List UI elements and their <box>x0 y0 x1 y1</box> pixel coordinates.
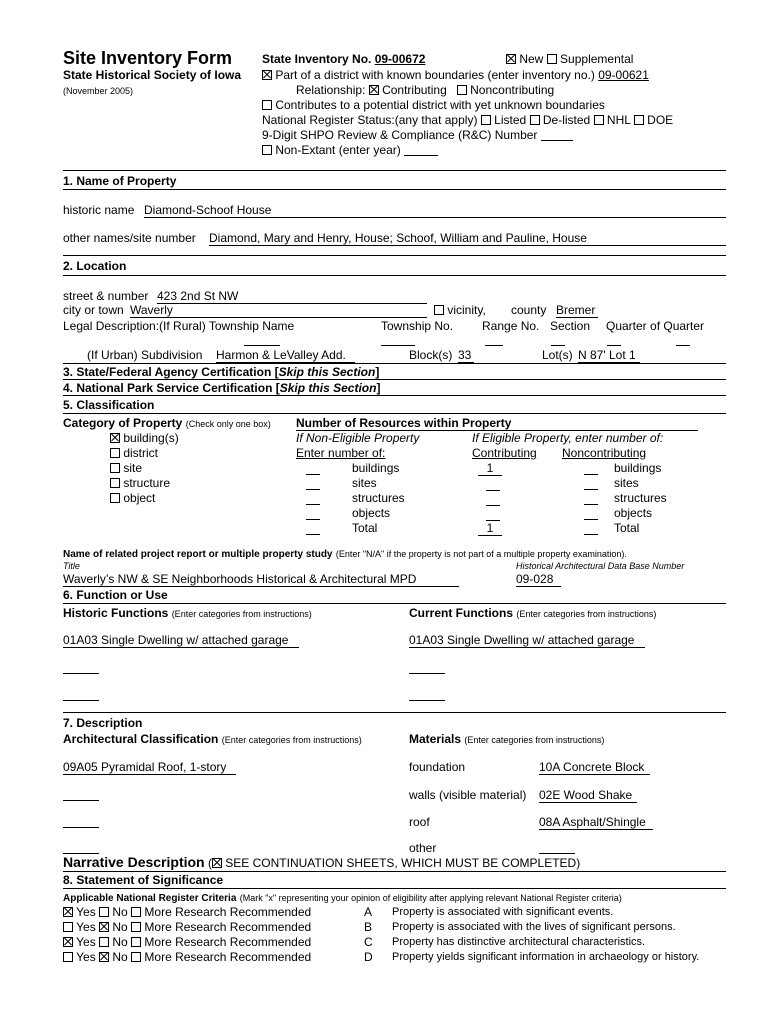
noncontributing-objects-field[interactable] <box>584 519 598 520</box>
potential-district-checkbox[interactable] <box>262 100 272 110</box>
non-extant-label: Non-Extant (enter year) <box>275 143 401 157</box>
section-3-label: 3. State/Federal Agency Certification [ <box>63 365 279 379</box>
street-label: street & number <box>63 289 149 303</box>
category-building[interactable] <box>110 431 179 445</box>
form-date: (November 2005) <box>63 86 134 96</box>
section-8-heading: 8. Statement of Significance <box>63 873 224 887</box>
shpo-field[interactable] <box>541 129 573 141</box>
divider <box>63 275 726 276</box>
other-material-label: other <box>409 841 437 855</box>
no-label: No <box>112 905 128 919</box>
nr-status-label: National Register Status:(any that apply) <box>262 113 478 127</box>
row-label-total: Total <box>352 521 378 535</box>
object-checkbox[interactable] <box>110 493 120 503</box>
lots-field[interactable]: N 87' Lot 1 <box>578 348 640 363</box>
delisted-label: De-listed <box>542 113 591 127</box>
narrative-label: Narrative Description <box>63 854 205 870</box>
yes-label: Yes <box>76 905 96 919</box>
section-5-heading: 5. Classification <box>63 398 155 412</box>
criteria-row-c <box>63 935 311 949</box>
criteria-a-no-checkbox[interactable] <box>99 907 109 917</box>
criteria-a-text: Property is associated with significant events. <box>392 906 614 918</box>
foundation-label: foundation <box>409 760 466 774</box>
row-label-objects-right: objects <box>614 506 653 520</box>
foundation-field[interactable]: 10A Concrete Block <box>539 760 650 775</box>
historic-name-field[interactable]: Diamond-Schoof House <box>144 203 726 218</box>
materials-heading <box>409 732 604 747</box>
divider <box>63 712 726 713</box>
category-site[interactable] <box>110 461 142 475</box>
section-2-heading: 2. Location <box>63 259 127 273</box>
criteria-d-text: Property yields significant information in archaeology or history. <box>392 951 700 963</box>
noncontributing-checkbox[interactable] <box>457 85 467 95</box>
structure-label: structure <box>123 476 171 490</box>
section-1-heading: 1. Name of Property <box>63 174 177 188</box>
lots-label: Lot(s) <box>542 348 573 362</box>
criteria-b-no-checkbox[interactable] <box>99 922 109 932</box>
divider <box>63 170 726 171</box>
arch-classification-1-field[interactable]: 09A05 Pyramidal Roof, 1-story <box>63 760 236 775</box>
current-function-2-field[interactable] <box>409 673 445 674</box>
non-eligible-structures-field[interactable] <box>306 504 320 505</box>
subdivision-label: (If Urban) Subdivision <box>87 348 203 362</box>
hadb-label: Historical Architectural Data Base Number <box>516 561 685 571</box>
arch-classification-label: Architectural Classification <box>63 732 219 746</box>
doe-label: DOE <box>647 113 674 127</box>
supplemental-label: Supplemental <box>560 52 634 66</box>
divider <box>63 603 726 604</box>
city-field[interactable]: Waverly <box>130 303 427 318</box>
district-row <box>262 68 649 82</box>
non-eligible-total-field[interactable] <box>306 534 320 535</box>
criteria-d-yes-checkbox[interactable] <box>63 952 73 962</box>
district-checkbox[interactable] <box>110 448 120 458</box>
potential-district-row <box>262 98 605 112</box>
district-label: Part of a district with known boundaries (enter inventory no.) <box>275 68 595 82</box>
listed-label: Listed <box>494 113 527 127</box>
nhl-label: NHL <box>606 113 631 127</box>
category-heading <box>63 416 271 431</box>
section-3-heading <box>63 365 379 379</box>
criteria-heading <box>63 890 622 906</box>
inventory-label: State Inventory No. <box>262 52 372 66</box>
historic-name-label: historic name <box>63 203 135 217</box>
street-field[interactable]: 423 2nd St NW <box>157 289 427 304</box>
materials-note: (Enter categories from instructions) <box>464 735 605 745</box>
related-study-note: (Enter "N/A" if the property is not part of a multiple property examination). <box>335 549 627 559</box>
yes-label: Yes <box>76 920 96 934</box>
walls-label: walls (visible material) <box>409 788 527 802</box>
criteria-b-more-checkbox[interactable] <box>131 922 141 932</box>
category-note: (Check only one box) <box>185 419 271 429</box>
noncontributing-sites-field[interactable] <box>584 489 598 490</box>
yes-label: Yes <box>76 950 96 964</box>
doe-checkbox[interactable] <box>634 115 644 125</box>
more-research-label: More Research Recommended <box>144 935 312 949</box>
blocks-field[interactable]: 33 <box>458 348 474 363</box>
new-checkbox[interactable] <box>506 54 516 64</box>
criteria-c-letter: C <box>364 935 373 949</box>
contributing-col-label: Contributing <box>472 446 537 460</box>
section-6-heading: 6. Function or Use <box>63 588 168 602</box>
inventory-number[interactable]: 09-00672 <box>374 52 426 66</box>
title-label: Title <box>63 561 80 571</box>
historic-function-1-field[interactable]: 01A03 Single Dwelling w/ attached garage <box>63 633 299 648</box>
row-label-sites: sites <box>352 476 377 490</box>
contributing-structures-field[interactable] <box>486 491 500 506</box>
site-label: site <box>123 461 143 475</box>
non-extant-year-field[interactable] <box>404 144 438 156</box>
divider <box>63 189 726 190</box>
non-eligible-objects-field[interactable] <box>306 519 320 520</box>
arch-classification-3-field[interactable] <box>63 827 99 828</box>
shpo-row <box>262 128 573 142</box>
no-label: No <box>112 950 128 964</box>
criteria-b-letter: B <box>364 920 373 934</box>
divider <box>63 363 726 364</box>
resources-heading: Number of Resources within Property <box>296 416 512 430</box>
related-title-field[interactable]: Waverly’s NW & SE Neighborhoods Historical & Architectural MPD <box>63 572 459 587</box>
arch-classification-heading <box>63 732 362 747</box>
non-eligible-label: If Non-Eligible Property <box>296 431 420 445</box>
row-label-sites-right: sites <box>614 476 639 490</box>
category-label: Category of Property <box>63 416 183 430</box>
contributing-label: Contributing <box>382 83 447 97</box>
district-number[interactable]: 09-00621 <box>598 68 649 82</box>
current-functions-note: (Enter categories from instructions) <box>516 609 657 619</box>
category-object[interactable] <box>110 491 155 505</box>
criteria-note: (Mark "x" representing your opinion of eligibility after applying relevant National Register criteria) <box>239 893 622 903</box>
yes-label: Yes <box>76 935 96 949</box>
noncontributing-buildings-field[interactable] <box>584 474 598 475</box>
potential-district-label: Contributes to a potential district with yet unknown boundaries <box>275 98 605 112</box>
contributing-checkbox[interactable] <box>369 85 379 95</box>
relationship-row <box>296 83 554 97</box>
arch-classification-2-field[interactable] <box>63 800 99 801</box>
other-material-field[interactable] <box>539 853 575 854</box>
form-title: Site Inventory Form <box>63 48 233 68</box>
org-name: State Historical Society of Iowa <box>63 68 242 82</box>
nr-status-row <box>262 113 673 127</box>
criteria-c-no-checkbox[interactable] <box>99 937 109 947</box>
more-research-label: More Research Recommended <box>144 950 312 964</box>
current-functions-label: Current Functions <box>409 606 513 620</box>
divider <box>63 888 726 889</box>
section-4-label: 4. National Park Service Certification [ <box>63 381 280 395</box>
contributing-buildings-field[interactable]: 1 <box>478 461 502 476</box>
county-field[interactable]: Bremer <box>556 303 598 318</box>
criteria-d-more-checkbox[interactable] <box>131 952 141 962</box>
walls-field[interactable]: 02E Wood Shake <box>539 788 637 803</box>
supplemental-checkbox[interactable] <box>547 54 557 64</box>
listed-checkbox[interactable] <box>481 115 491 125</box>
row-label-objects: objects <box>352 506 391 520</box>
building-label: building(s) <box>123 431 179 445</box>
hadb-number-field[interactable]: 09-028 <box>516 572 561 587</box>
legal-description-label: Legal Description:(If Rural) Township Name <box>63 319 295 333</box>
criteria-d-no-checkbox[interactable] <box>99 952 109 962</box>
criteria-c-yes-checkbox[interactable] <box>63 937 73 947</box>
contributing-sites-field[interactable] <box>486 476 500 491</box>
category-structure[interactable] <box>110 476 170 490</box>
noncontributing-label: Noncontributing <box>470 83 555 97</box>
enter-number-label: Enter number of: <box>296 446 386 460</box>
criteria-row-d <box>63 950 311 964</box>
historic-function-3-field[interactable] <box>63 700 99 701</box>
township-name-field[interactable] <box>244 345 280 346</box>
district-label: district <box>123 446 159 460</box>
noncontributing-total-field[interactable] <box>584 534 598 535</box>
quarter-of-quarter-field[interactable] <box>676 345 690 346</box>
other-names-label: other names/site number <box>63 231 196 245</box>
vicinity-checkbox[interactable] <box>434 305 444 315</box>
criteria-c-text: Property has distinctive architectural characteristics. <box>392 936 646 948</box>
vicinity-row <box>434 303 486 317</box>
contributing-objects-field[interactable] <box>486 506 500 521</box>
no-label: No <box>112 935 128 949</box>
criteria-row-b <box>63 920 311 934</box>
building-checkbox[interactable] <box>110 433 120 443</box>
district-checkbox[interactable] <box>262 70 272 80</box>
other-names-field[interactable]: Diamond, Mary and Henry, House; Schoof, William and Pauline, House <box>209 231 726 246</box>
divider <box>63 871 726 872</box>
section-field[interactable] <box>551 345 565 346</box>
range-no-label: Range No. <box>482 319 540 333</box>
row-label-total-right: Total <box>614 521 640 535</box>
criteria-b-text: Property is associated with the lives of significant persons. <box>392 921 676 933</box>
township-no-field[interactable] <box>381 345 415 346</box>
divider <box>63 395 726 396</box>
relationship-label: Relationship: <box>296 83 366 97</box>
section-3-end: ] <box>375 365 380 379</box>
non-eligible-buildings-field[interactable] <box>306 474 320 475</box>
section-4-skip: Skip this Section <box>279 381 377 395</box>
historic-function-2-field[interactable] <box>63 673 99 674</box>
non-eligible-sites-field[interactable] <box>306 489 320 490</box>
contributing-total-field[interactable]: 1 <box>478 521 502 536</box>
inventory-number-row <box>262 52 425 66</box>
row-label-buildings-right: buildings <box>614 461 662 475</box>
criteria-a-more-checkbox[interactable] <box>131 907 141 917</box>
current-function-1-field[interactable]: 01A03 Single Dwelling w/ attached garage <box>409 633 645 648</box>
roof-field[interactable]: 08A Asphalt/Shingle <box>539 815 653 830</box>
materials-label: Materials <box>409 732 462 746</box>
noncontributing-structures-field[interactable] <box>584 504 598 505</box>
row-label-structures: structures <box>352 491 405 505</box>
non-extant-checkbox[interactable] <box>262 145 272 155</box>
quarter-label: Quarter of Quarter <box>606 319 705 333</box>
criteria-c-more-checkbox[interactable] <box>131 937 141 947</box>
non-extant-row <box>262 143 438 157</box>
criteria-b-yes-checkbox[interactable] <box>63 922 73 932</box>
historic-functions-heading <box>63 606 312 621</box>
divider <box>63 255 726 256</box>
section-3-skip: Skip this Section <box>278 365 376 379</box>
site-checkbox[interactable] <box>110 463 120 473</box>
divider <box>63 379 726 380</box>
quarter-field[interactable] <box>607 345 621 346</box>
narrative-row: Narrative Description ( SEE CONTINUATION SHEETS, WHICH MUST BE COMPLETED) <box>63 854 581 870</box>
roof-label: roof <box>409 815 430 829</box>
row-label-buildings: buildings <box>352 461 400 475</box>
no-label: No <box>112 920 128 934</box>
noncontributing-col-label: Noncontributing <box>562 446 647 460</box>
historic-functions-note: (Enter categories from instructions) <box>171 609 312 619</box>
shpo-label: 9-Digit SHPO Review & Compliance (R&C) Number <box>262 128 538 142</box>
related-study-label: Name of related project report or multiple property study <box>63 549 333 560</box>
row-label-structures-right: structures <box>614 491 667 505</box>
divider <box>63 413 726 414</box>
vicinity-label: vicinity, <box>447 303 486 317</box>
section-4-end: ] <box>376 381 381 395</box>
more-research-label: More Research Recommended <box>144 905 312 919</box>
object-label: object <box>123 491 156 505</box>
new-option <box>506 52 633 66</box>
narrative-note: SEE CONTINUATION SHEETS, WHICH MUST BE COMPLETED) <box>225 856 581 870</box>
criteria-a-yes-checkbox[interactable] <box>63 907 73 917</box>
historic-functions-label: Historic Functions <box>63 606 169 620</box>
section-label: Section <box>550 319 591 333</box>
narrative-checkbox[interactable] <box>212 858 222 868</box>
new-label: New <box>519 52 544 66</box>
structure-checkbox[interactable] <box>110 478 120 488</box>
county-label: county <box>511 303 547 317</box>
current-function-3-field[interactable] <box>409 700 445 701</box>
range-no-field[interactable] <box>485 345 503 346</box>
criteria-label: Applicable National Register Criteria <box>63 893 237 904</box>
blocks-label: Block(s) <box>409 348 453 362</box>
township-no-label: Township No. <box>381 319 454 333</box>
section-7-heading: 7. Description <box>63 716 143 730</box>
current-functions-heading <box>409 606 656 621</box>
criteria-a-letter: A <box>364 905 373 919</box>
nhl-checkbox[interactable] <box>594 115 604 125</box>
subdivision-field[interactable]: Harmon & LeValley Add. <box>216 348 355 363</box>
more-research-label: More Research Recommended <box>144 920 312 934</box>
delisted-checkbox[interactable] <box>530 115 540 125</box>
criteria-d-letter: D <box>364 950 373 964</box>
section-4-heading <box>63 381 380 395</box>
eligible-label: If Eligible Property, enter number of: <box>472 431 664 445</box>
arch-classification-note: (Enter categories from instructions) <box>221 735 362 745</box>
city-label: city or town <box>63 303 124 317</box>
category-district[interactable] <box>110 446 158 460</box>
criteria-row-a <box>63 905 311 919</box>
